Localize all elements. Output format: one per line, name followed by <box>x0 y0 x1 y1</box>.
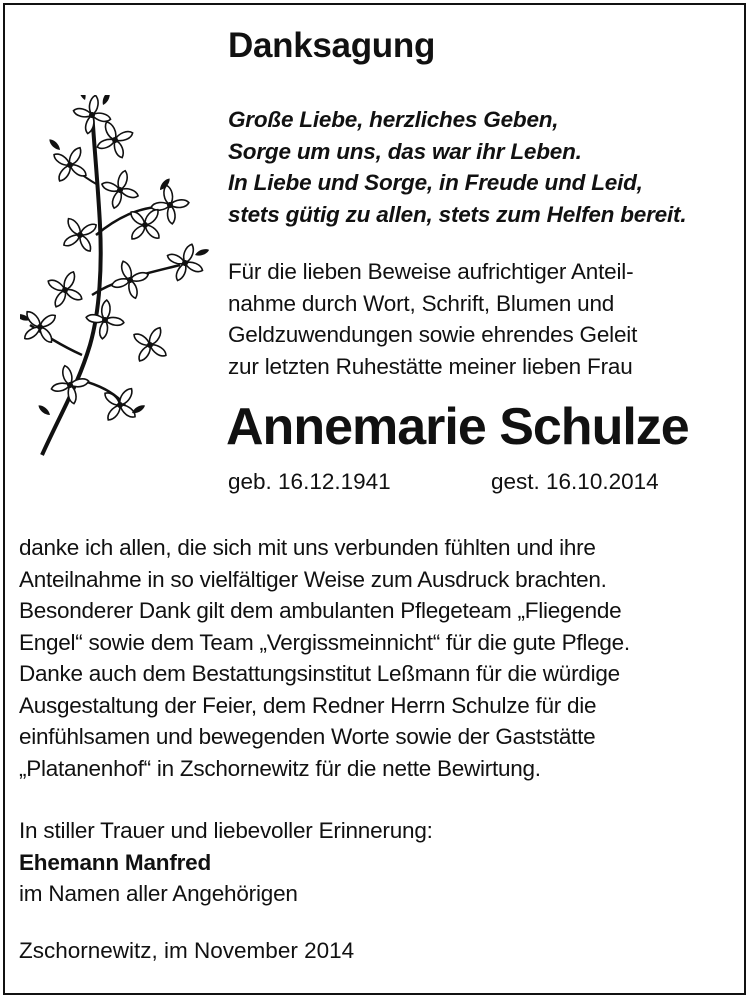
closing-line: In stiller Trauer und liebevoller Erinnerung: <box>19 818 433 843</box>
poem-line: stets gütig zu allen, stets zum Helfen bereit. <box>228 201 687 227</box>
deceased-name: Annemarie Schulze <box>226 398 689 456</box>
poem-line: Große Liebe, herzliches Geben, <box>228 107 559 132</box>
body-line: „Platanenhof“ in Zschornewitz für die nette Bewirtung. <box>19 755 541 781</box>
place-and-date: Zschornewitz, im November 2014 <box>19 938 355 963</box>
poem-line: In Liebe und Sorge, in Freude und Leid, <box>228 170 643 195</box>
body-line: Ausgestaltung der Feier, dem Redner Herrn Schulze für die <box>19 692 597 718</box>
birth-date: geb. 16.12.1941 <box>228 469 391 494</box>
death-date: gest. 16.10.2014 <box>491 469 659 494</box>
body-line: Anteilnahme in so vielfältiger Weise zum Ausdruck brachten. <box>19 566 607 592</box>
body-line: Danke auch dem Bestattungsinstitut Leßmann für die würdige <box>19 661 620 686</box>
memorial-poem <box>228 104 686 230</box>
intro-line: zur letzten Ruhestätte meiner lieben Frau <box>228 353 633 379</box>
intro-line: Geldzuwendungen sowie ehrendes Geleit <box>228 322 638 347</box>
intro-text <box>228 256 637 382</box>
poem-line: Sorge um uns, das war ihr Leben. <box>228 138 582 164</box>
notice-heading: Danksagung <box>228 26 436 65</box>
intro-line: nahme durch Wort, Schrift, Blumen und <box>228 290 615 316</box>
body-line: Engel“ sowie dem Team „Vergissmeinnicht“ für die gute Pflege. <box>19 629 630 655</box>
signer-note: im Namen aller Angehörigen <box>19 881 298 906</box>
body-line: danke ich allen, die sich mit uns verbunden fühlten und ihre <box>19 535 596 560</box>
closing-block <box>19 815 433 910</box>
thanks-body <box>19 532 630 784</box>
body-line: Besonderer Dank gilt dem ambulanten Pflegeteam „Fliegende <box>19 598 622 623</box>
forsythia-branch-icon <box>20 95 220 465</box>
body-line: einfühlsamen und bewegenden Worte sowie der Gaststätte <box>19 724 596 749</box>
signer-name: Ehemann Manfred <box>19 849 212 875</box>
intro-line: Für die lieben Beweise aufrichtiger Anteil- <box>228 259 634 284</box>
